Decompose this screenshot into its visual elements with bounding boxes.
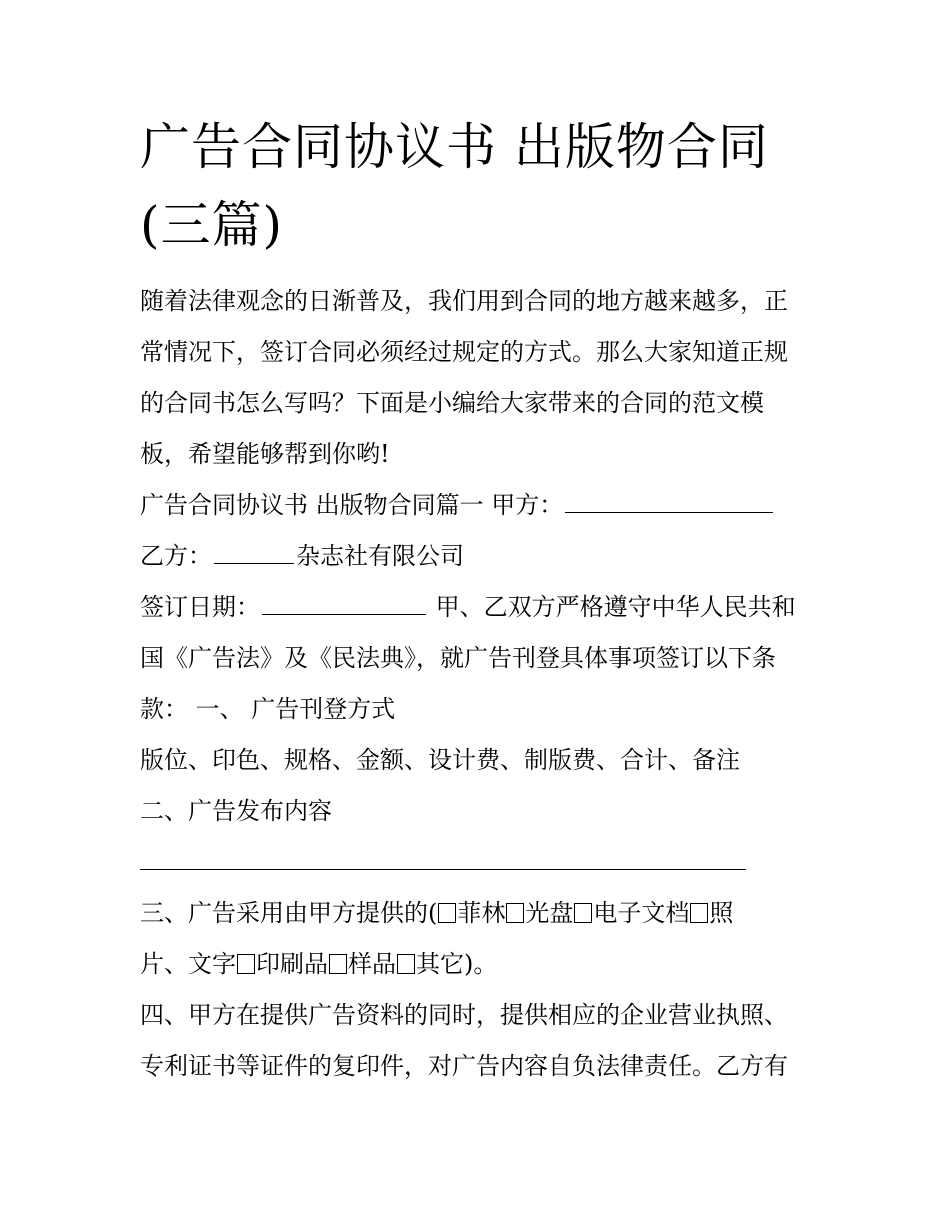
checkbox-other[interactable]: [397, 954, 415, 974]
clause-3-line-2: [140, 939, 820, 990]
clause-3-opt-film: 菲林: [457, 899, 506, 927]
clause-1-items: 版位、印色、规格、金额、设计费、制版费、合计、备注: [140, 746, 740, 774]
party-a-line: [140, 480, 820, 531]
party-b-line: [140, 531, 820, 582]
clause-3-opt-other: 其它)。: [416, 950, 498, 978]
intro-line-2: 常情况下，签订合同必须经过规定的方式。那么大家知道正规: [140, 338, 788, 366]
clause-3-opt-photo: 照: [709, 899, 734, 927]
checkbox-electronic-doc[interactable]: [574, 903, 592, 923]
clause-3-opt-sample: 样品: [348, 950, 396, 978]
title-line-1: 广告合同协议书 出版物合同: [140, 118, 769, 176]
clause-2-content-line: [140, 837, 820, 888]
checkbox-disc[interactable]: [506, 903, 524, 923]
document-title: [140, 108, 840, 264]
clause-3-line-1: [140, 888, 820, 939]
clause-1-line: 款： 一、 广告刊登方式: [140, 695, 396, 723]
party-b-label: 乙方：: [140, 542, 212, 570]
intro-line-1: 随着法律观念的日渐普及，我们用到合同的地方越来越多，正: [140, 287, 788, 315]
clause-3-prefix: 三、广告采用由甲方提供的(: [140, 899, 438, 927]
checkbox-film[interactable]: [438, 903, 456, 923]
clause-4-line-2: 专利证书等证件的复印件，对广告内容自负法律责任。乙方有: [140, 1052, 788, 1080]
document-body: [140, 276, 820, 1092]
clause-4-line-1: 四、甲方在提供广告资料的同时，提供相应的企业营业执照、: [140, 1001, 788, 1029]
clause-3-line-2-start: 片、文字: [140, 950, 236, 978]
party-a-blank: [565, 486, 773, 513]
party-b-suffix: 杂志社有限公司: [296, 542, 464, 570]
clause-2-content-blank: [140, 843, 746, 870]
clause-2-title: 二、广告发布内容: [140, 797, 332, 825]
party-b-blank: [214, 537, 294, 564]
checkbox-sample[interactable]: [329, 954, 347, 974]
checkbox-photo[interactable]: [690, 903, 708, 923]
party-a-label: 广告合同协议书 出版物合同篇一 甲方：: [140, 491, 564, 519]
sign-date-label: 签订日期：: [140, 593, 260, 621]
intro-line-4: 板，希望能够帮到你哟!: [140, 440, 390, 468]
clause-3-opt-disc: 光盘: [525, 899, 574, 927]
title-line-2: (三篇): [140, 196, 284, 254]
sign-date-blank: [262, 588, 426, 615]
sign-date-suffix: 甲、乙双方严格遵守中华人民共和: [428, 593, 796, 621]
checkbox-printed-matter[interactable]: [237, 954, 255, 974]
intro-line-3: 的合同书怎么写吗？下面是小编给大家带来的合同的范文模: [140, 389, 764, 417]
clause-3-opt-printed-matter: 印刷品: [256, 950, 328, 978]
law-line: 国《广告法》及《民法典》，就广告刊登具体事项签订以下条: [140, 644, 776, 672]
clause-3-opt-electronic-doc: 电子文档: [593, 899, 690, 927]
sign-date-line: [140, 582, 820, 633]
